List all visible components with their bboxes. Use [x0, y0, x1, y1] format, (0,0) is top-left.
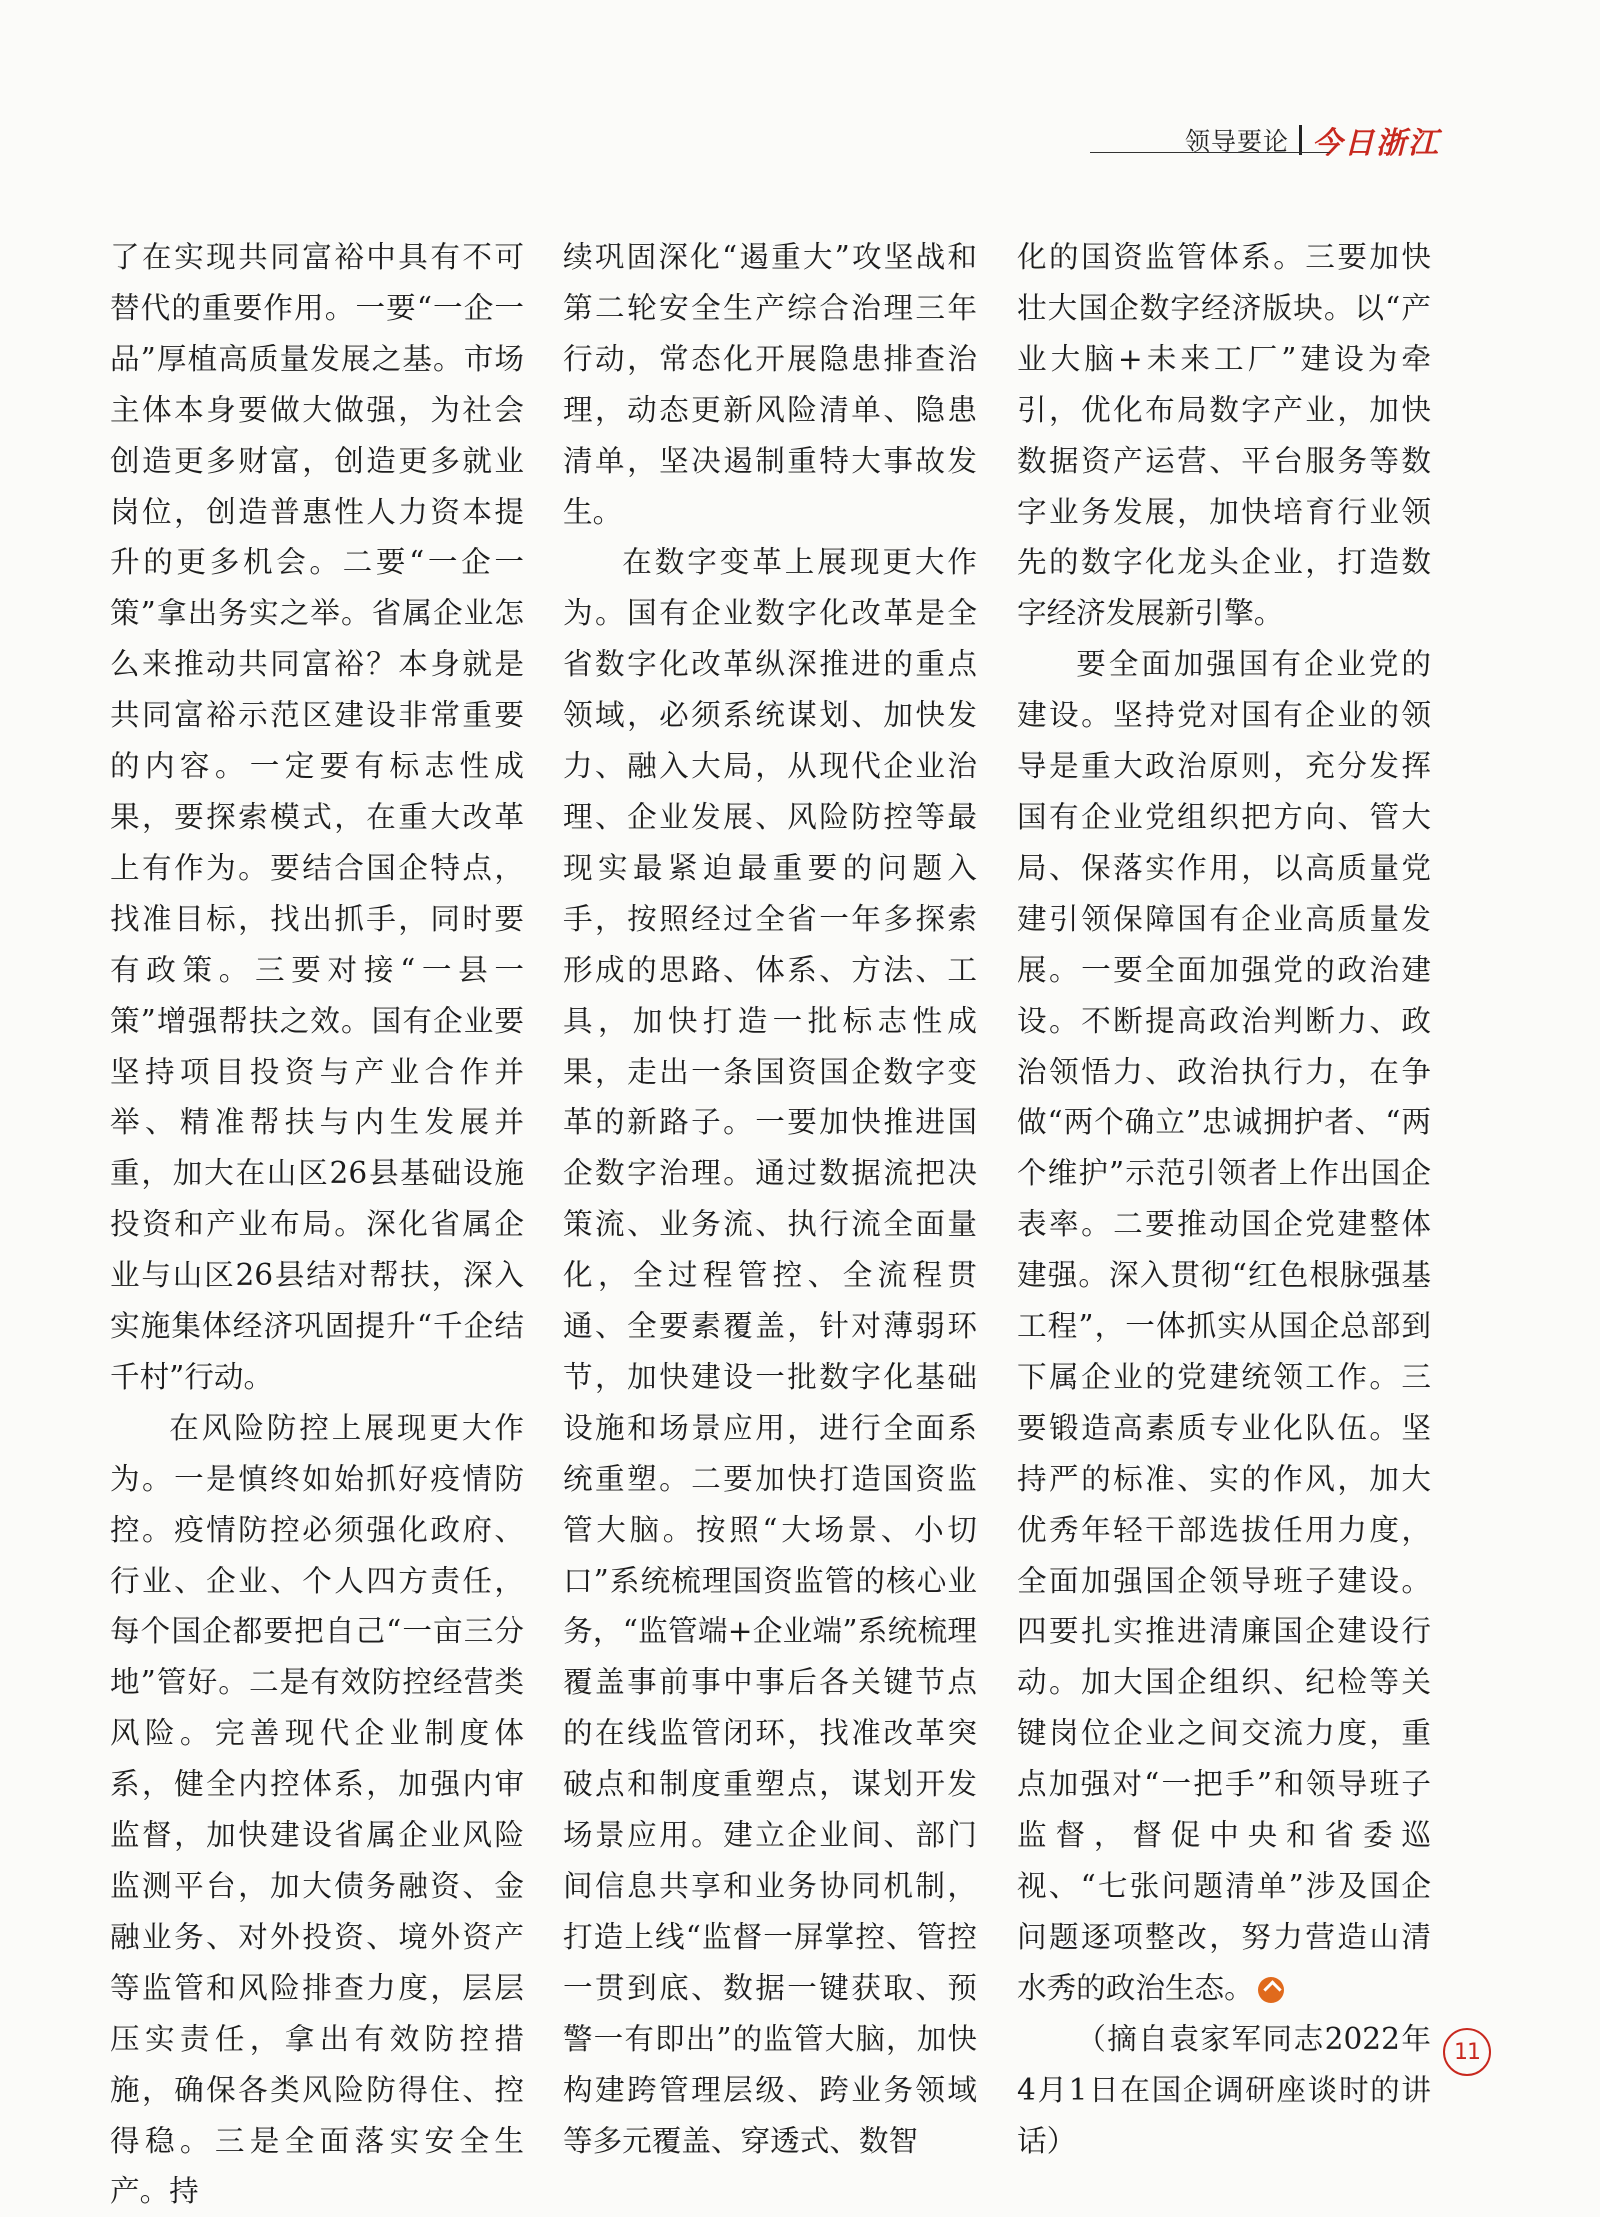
paragraph: 在数字变革上展现更大作为。国有企业数字化改革是全省数字化改革纵深推进的重点领域，必须系统谋划、加快发力、融入大局，从现代企业治理、企业发展、风险防控等最现实最紧迫最重要的问题入手，按照经过全省一年多探索形成的思路、体系、方法、工具，加快打造一批标志性成果，走出一条国资国企数字变革的新路子。一要加快推进国企数字治理。通过数据流把决策流、业务流、执行流全面量化，全过程管控、全流程贯通、全要素覆盖，针对薄弱环节，加快建设一批数字化基础设施和场景应用，进行全面系统重塑。二要加快打造国资监管大脑。按照“大场景、小切口”系统梳理国资监管的核心业务，“监管端+企业端”系统梳理覆盖事前事中事后各关键节点的在线监管闭环，找准改革突破点和制度重塑点，谋划开发场景应用。建立企业间、部门间信息共享和业务协同机制，打造上线“监督一屏掌控、管控一贯到底、数据一键获取、预警一有即出”的监管大脑，加快构建跨管理层级、跨业务领域等多元覆盖、穿透式、数智	[563, 545, 977, 2158]
section-label: 领导要论	[1184, 127, 1289, 156]
header-divider	[1299, 125, 1302, 155]
header-rule	[1090, 152, 1330, 153]
paragraph: 化的国资监管体系。三要加快壮大国企数字经济版块。以“产业大脑+未来工厂”建设为牵引，优化布局数字产业，加快数据资产运营、平台服务等数字业务发展，加快培育行业领先的数字化龙头企业，打造数字经济发展新引擎。	[1017, 240, 1431, 631]
closing-text: 要全面加强国有企业党的建设。坚持党对国有企业的领导是重大政治原则，充分发挥国有企业党组织把方向、管大局、保落实作用，以高质量党建引领保障国有企业高质量发展。一要全面加强党的政治建设。不断提高政治判断力、政治领悟力、政治执行力，在争做“两个确立”忠诚拥护者、“两个维护”示范引领者上作出国企表率。二要推动国企党建整体建强。深入贯彻“红色根脉强基工程”，一体抓实从国企总部到下属企业的党建统领工作。三要锻造高素质专业化队伍。坚持严的标准、实的作风，加大优秀年轻干部选拔任用力度，全面加强国企领导班子建设。四要扎实推进清廉国企建设行动。加大国企组织、纪检等关键岗位企业之间交流力度，重点加强对“一把手”和领导班子监督，督促中央和省委巡视、“七张问题清单”涉及国企问题逐项整改，努力营造山清水秀的政治生态。	[1017, 647, 1431, 2005]
paragraph-closing	[1017, 639, 1431, 2013]
page-number: 11	[1443, 2028, 1491, 2076]
paragraph: 在风险防控上展现更大作为。一是慎终如始抓好疫情防控。疫情防控必须强化政府、行业、企业、个人四方责任，每个国企都要把自己“一亩三分地”管好。二是有效防控经营类风险。完善现代企业制度体系，健全内控体系，加强内审监督，加快建设省属企业风险监测平台，加大债务融资、金融业务、对外投资、境外资产等监管和风险排查力度，层层压实责任，拿出有效防控措施，确保各类风险防得住、控得稳。三是全面落实安全生产。持	[110, 1410, 524, 2209]
text-column-2	[563, 232, 977, 2166]
source-note: （摘自袁家军同志2022年4月1日在国企调研座谈时的讲话）	[1017, 2021, 1431, 2158]
paragraph: 续巩固深化“遏重大”攻坚战和第二轮安全生产综合治理三年行动，常态化开展隐患排查治理，动态更新风险清单、隐患清单，坚决遏制重特大事故发生。	[563, 240, 977, 529]
text-column-1	[110, 232, 524, 2217]
magazine-logo: 今日浙江	[1312, 126, 1440, 161]
running-header	[1185, 118, 1440, 162]
end-mark-icon	[1258, 1977, 1284, 2003]
text-column-3	[1017, 232, 1431, 2166]
paragraph: 了在实现共同富裕中具有不可替代的重要作用。一要“一企一品”厚植高质量发展之基。市场主体本身要做大做强，为社会创造更多财富，创造更多就业岗位，创造普惠性人力资本提升的更多机会。二要“一企一策”拿出务实之举。省属企业怎么来推动共同富裕？本身就是共同富裕示范区建设非常重要的内容。一定要有标志性成果，要探索模式，在重大改革上有作为。要结合国企特点，找准目标，找出抓手，同时要有政策。三要对接“一县一策”增强帮扶之效。国有企业要坚持项目投资与产业合作并举、精准帮扶与内生发展并重，加大在山区26县基础设施投资和产业布局。深化省属企业与山区26县结对帮扶，深入实施集体经济巩固提升“千企结千村”行动。	[110, 240, 524, 1394]
